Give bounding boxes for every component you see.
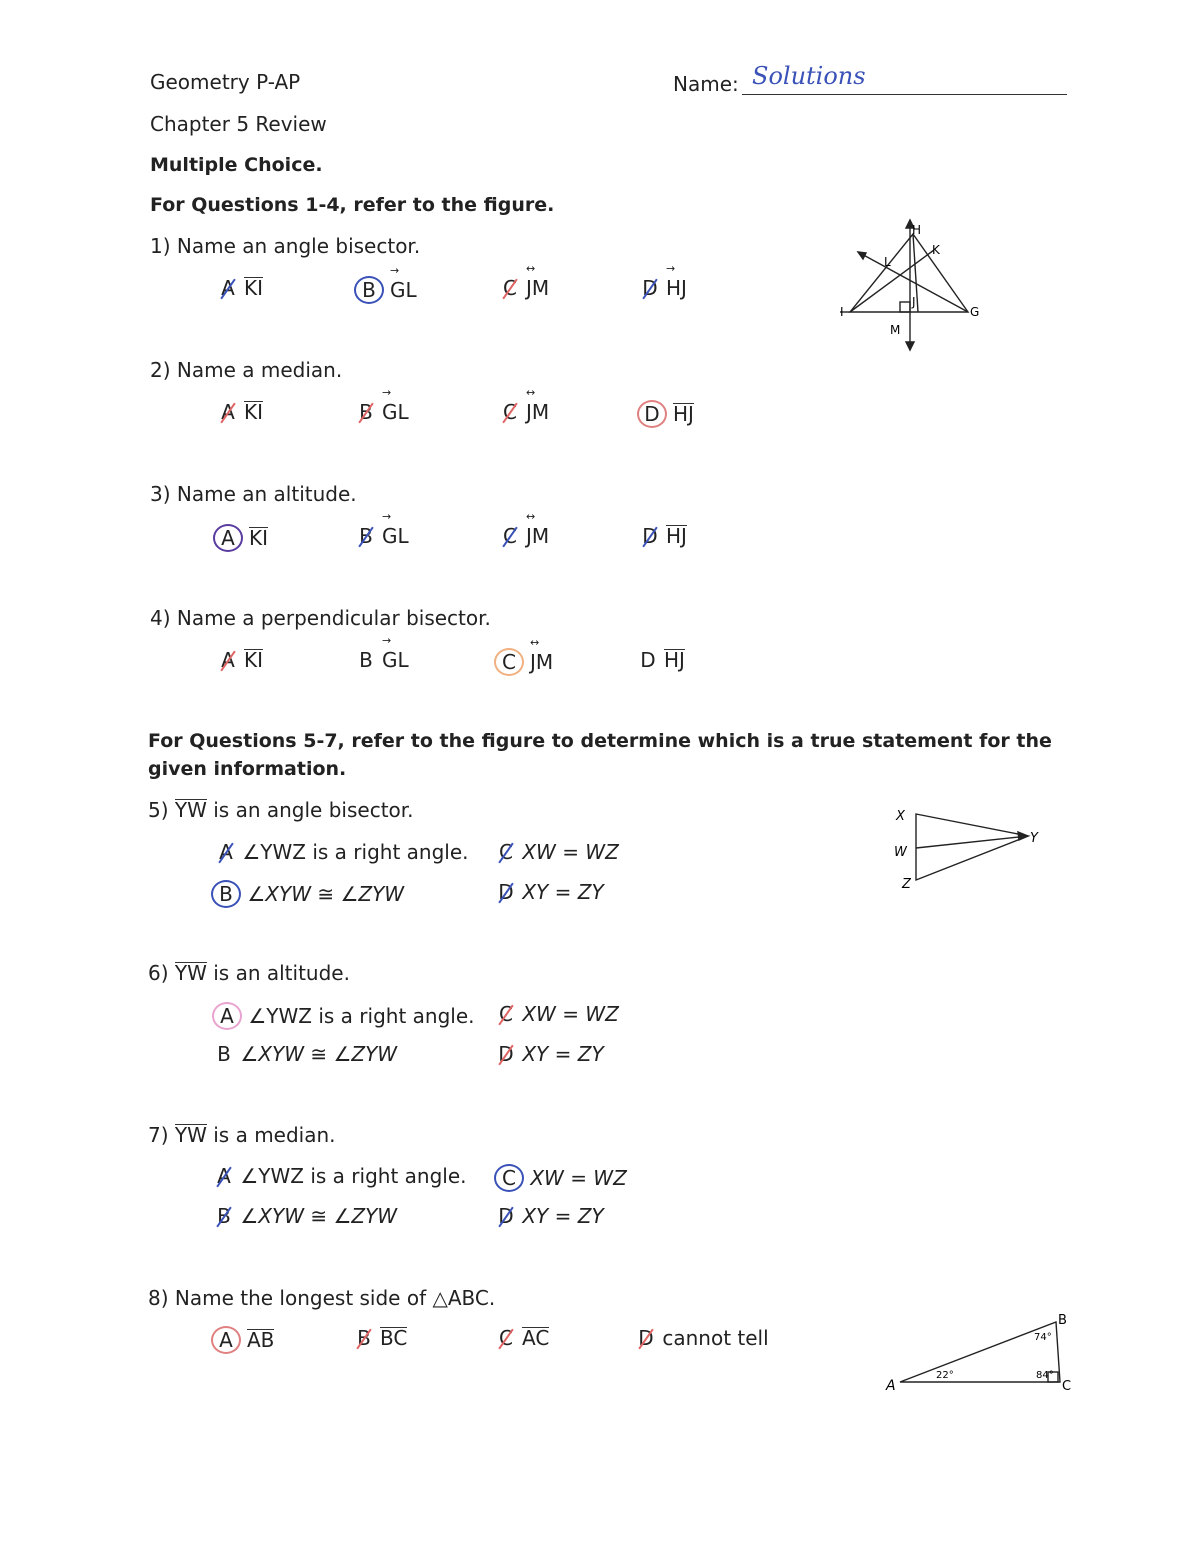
segment-label: HJ [673,402,694,426]
segment-label: KI [244,400,264,424]
option-text: ∠YWZ is a right angle. [240,1164,467,1188]
group2-instruction-line1: For Questions 5-7, refer to the figure to determine which is a true statement for the [148,730,1052,752]
segment-label: KI [244,648,264,672]
option-text: XW = WZ [522,1002,619,1026]
question-6-prompt: 6) YW is an altitude. [148,961,350,985]
label-l: L [884,255,891,269]
label-w: W [894,845,907,860]
option-letter: D [640,276,660,300]
q4-option-a[interactable] [218,648,263,672]
question-4-prompt: 4) Name a perpendicular bisector. [150,606,491,630]
question-1-prompt: 1) Name an angle bisector. [150,234,421,258]
chapter-title: Chapter 5 Review [150,112,327,136]
q8-option-a[interactable] [211,1326,274,1354]
option-letter: D [636,1326,656,1350]
option-letter: C [496,1326,516,1350]
option-letter: D [496,1204,516,1228]
option-letter: B [214,1204,234,1228]
line-label: ↔ JM [526,386,550,424]
q8-option-c[interactable] [496,1326,549,1350]
q7-option-c[interactable] [494,1164,627,1192]
segment-label: YW [174,961,207,985]
name-value: Solutions [752,62,866,90]
figure-triangle-xyz [888,802,1048,894]
option-letter: A [216,840,236,864]
ray-label: → GL [382,634,409,672]
segment-label: HJ [664,648,685,672]
name-label: Name: [673,72,739,96]
q3-option-c[interactable] [500,510,550,548]
option-letter: D [640,524,660,548]
option-letter: C [496,1002,516,1026]
question-7-prompt: 7) YW is a median. [148,1123,336,1147]
q6-option-c[interactable] [496,1002,619,1026]
arrowhead [906,342,914,350]
line-label: ↔ JM [530,636,554,674]
label-x: X [896,809,905,824]
q5-option-a[interactable] [216,840,468,864]
segment-label: AC [522,1326,550,1350]
label-angle-a: 22° [936,1370,954,1381]
label-a: A [886,1378,896,1394]
label-m: M [890,323,901,337]
option-letter-selected: B [354,276,384,304]
label-z: Z [902,877,911,892]
label-angle-b: 74° [1034,1332,1052,1343]
question-3-prompt: 3) Name an altitude. [150,482,357,506]
q7-option-d[interactable] [496,1204,604,1228]
line-label: ↔ JM [526,510,550,548]
option-letter: D [640,648,656,672]
option-letter: C [500,524,520,548]
section-heading: Multiple Choice. [150,154,323,176]
option-letter-selected: C [494,648,524,676]
option-letter: A [218,400,238,424]
option-text: XW = WZ [522,840,619,864]
option-text: ∠XYW ≅ ∠ZYW [247,882,405,906]
q1-option-a[interactable] [218,276,263,300]
option-text: XY = ZY [522,1042,604,1066]
ray-label: → HJ [666,262,687,300]
option-letter: A [218,276,238,300]
label-b: B [1058,1313,1067,1328]
option-letter-selected: A [213,524,243,552]
option-letter: C [500,276,520,300]
ray-label: → GL [382,510,409,548]
q1-option-d[interactable] [640,262,687,300]
question-2-prompt: 2) Name a median. [150,358,343,382]
option-letter: D [496,880,516,904]
option-letter-selected: D [637,400,667,428]
option-letter-selected: A [211,1326,241,1354]
q7-option-b[interactable] [214,1204,397,1228]
option-letter: C [500,400,520,424]
q4-option-b[interactable] [356,634,409,672]
q4-option-c[interactable] [494,636,554,676]
figure-triangle-ghi [838,212,988,354]
q2-option-c[interactable] [500,386,550,424]
q6-option-d[interactable] [496,1042,604,1066]
segment-label: YW [174,1123,207,1147]
label-g: G [970,305,980,319]
q5-option-d[interactable] [496,880,604,904]
label-h: H [912,223,922,237]
option-text: ∠YWZ is a right angle. [248,1004,475,1028]
name-field [742,64,1067,95]
q1-option-b[interactable] [354,264,417,304]
option-letter: B [354,1326,374,1350]
segment-label: KI [244,276,264,300]
segment-label: YW [174,798,207,822]
q8-option-b[interactable] [354,1326,407,1350]
label-c: C [1062,1379,1072,1394]
option-letter: B [217,1042,231,1066]
label-i: I [840,305,844,319]
q5-option-b[interactable] [211,880,404,908]
option-text: ∠XYW ≅ ∠ZYW [240,1204,398,1228]
q2-option-b[interactable] [356,386,409,424]
segment-label: KI [249,526,269,550]
right-angle-mark [900,302,910,312]
label-k: K [932,243,940,257]
option-text: ∠YWZ is a right angle. [242,840,469,864]
option-letter: C [496,840,516,864]
triangle-outline [850,234,968,312]
q8-option-d[interactable] [636,1326,769,1350]
course-title: Geometry P-AP [150,70,301,94]
q3-option-b[interactable] [356,510,409,548]
option-text: XW = WZ [530,1166,627,1190]
figure-triangle-abc [880,1306,1080,1398]
option-text: ∠XYW ≅ ∠ZYW [240,1042,398,1066]
option-text: XY = ZY [522,1204,604,1228]
q3-option-d[interactable] [640,524,687,548]
label-j: J [912,295,916,309]
segment-label: AB [247,1328,275,1352]
option-text: cannot tell [662,1326,769,1350]
q6-option-b[interactable] [214,1042,397,1066]
ray-label: → GL [382,386,409,424]
option-letter-selected: A [212,1002,242,1030]
group2-instruction-line2: given information. [148,758,347,780]
arrowhead [858,252,866,259]
triangle-outline [916,814,1028,880]
q5-option-c[interactable] [496,840,619,864]
option-letter-selected: C [494,1164,524,1192]
ray-label: → GL [390,264,417,302]
label-angle-c: 84° [1036,1370,1054,1381]
option-letter: A [218,648,238,672]
option-letter: B [356,400,376,424]
arrowhead [1018,832,1028,840]
option-letter: B [356,524,376,548]
q2-option-d[interactable] [637,400,694,428]
option-text: XY = ZY [522,880,604,904]
q7-option-a[interactable] [214,1164,466,1188]
group1-instruction: For Questions 1-4, refer to the figure. [150,194,555,216]
option-letter: A [214,1164,234,1188]
option-letter-selected: B [211,880,241,908]
segment-label: HJ [666,524,687,548]
line-label: ↔ JM [526,262,550,300]
q3-option-a[interactable] [213,524,268,552]
q6-option-a[interactable] [212,1002,474,1030]
question-5-prompt: 5) YW is an angle bisector. [148,798,414,822]
option-letter: D [496,1042,516,1066]
q1-option-c[interactable] [500,262,550,300]
q2-option-a[interactable] [218,400,263,424]
q4-option-d[interactable] [638,648,685,672]
option-letter: B [359,648,373,672]
label-y: Y [1030,831,1038,846]
segment-label: BC [380,1326,408,1350]
question-8-prompt: 8) Name the longest side of △ABC. [148,1286,496,1310]
